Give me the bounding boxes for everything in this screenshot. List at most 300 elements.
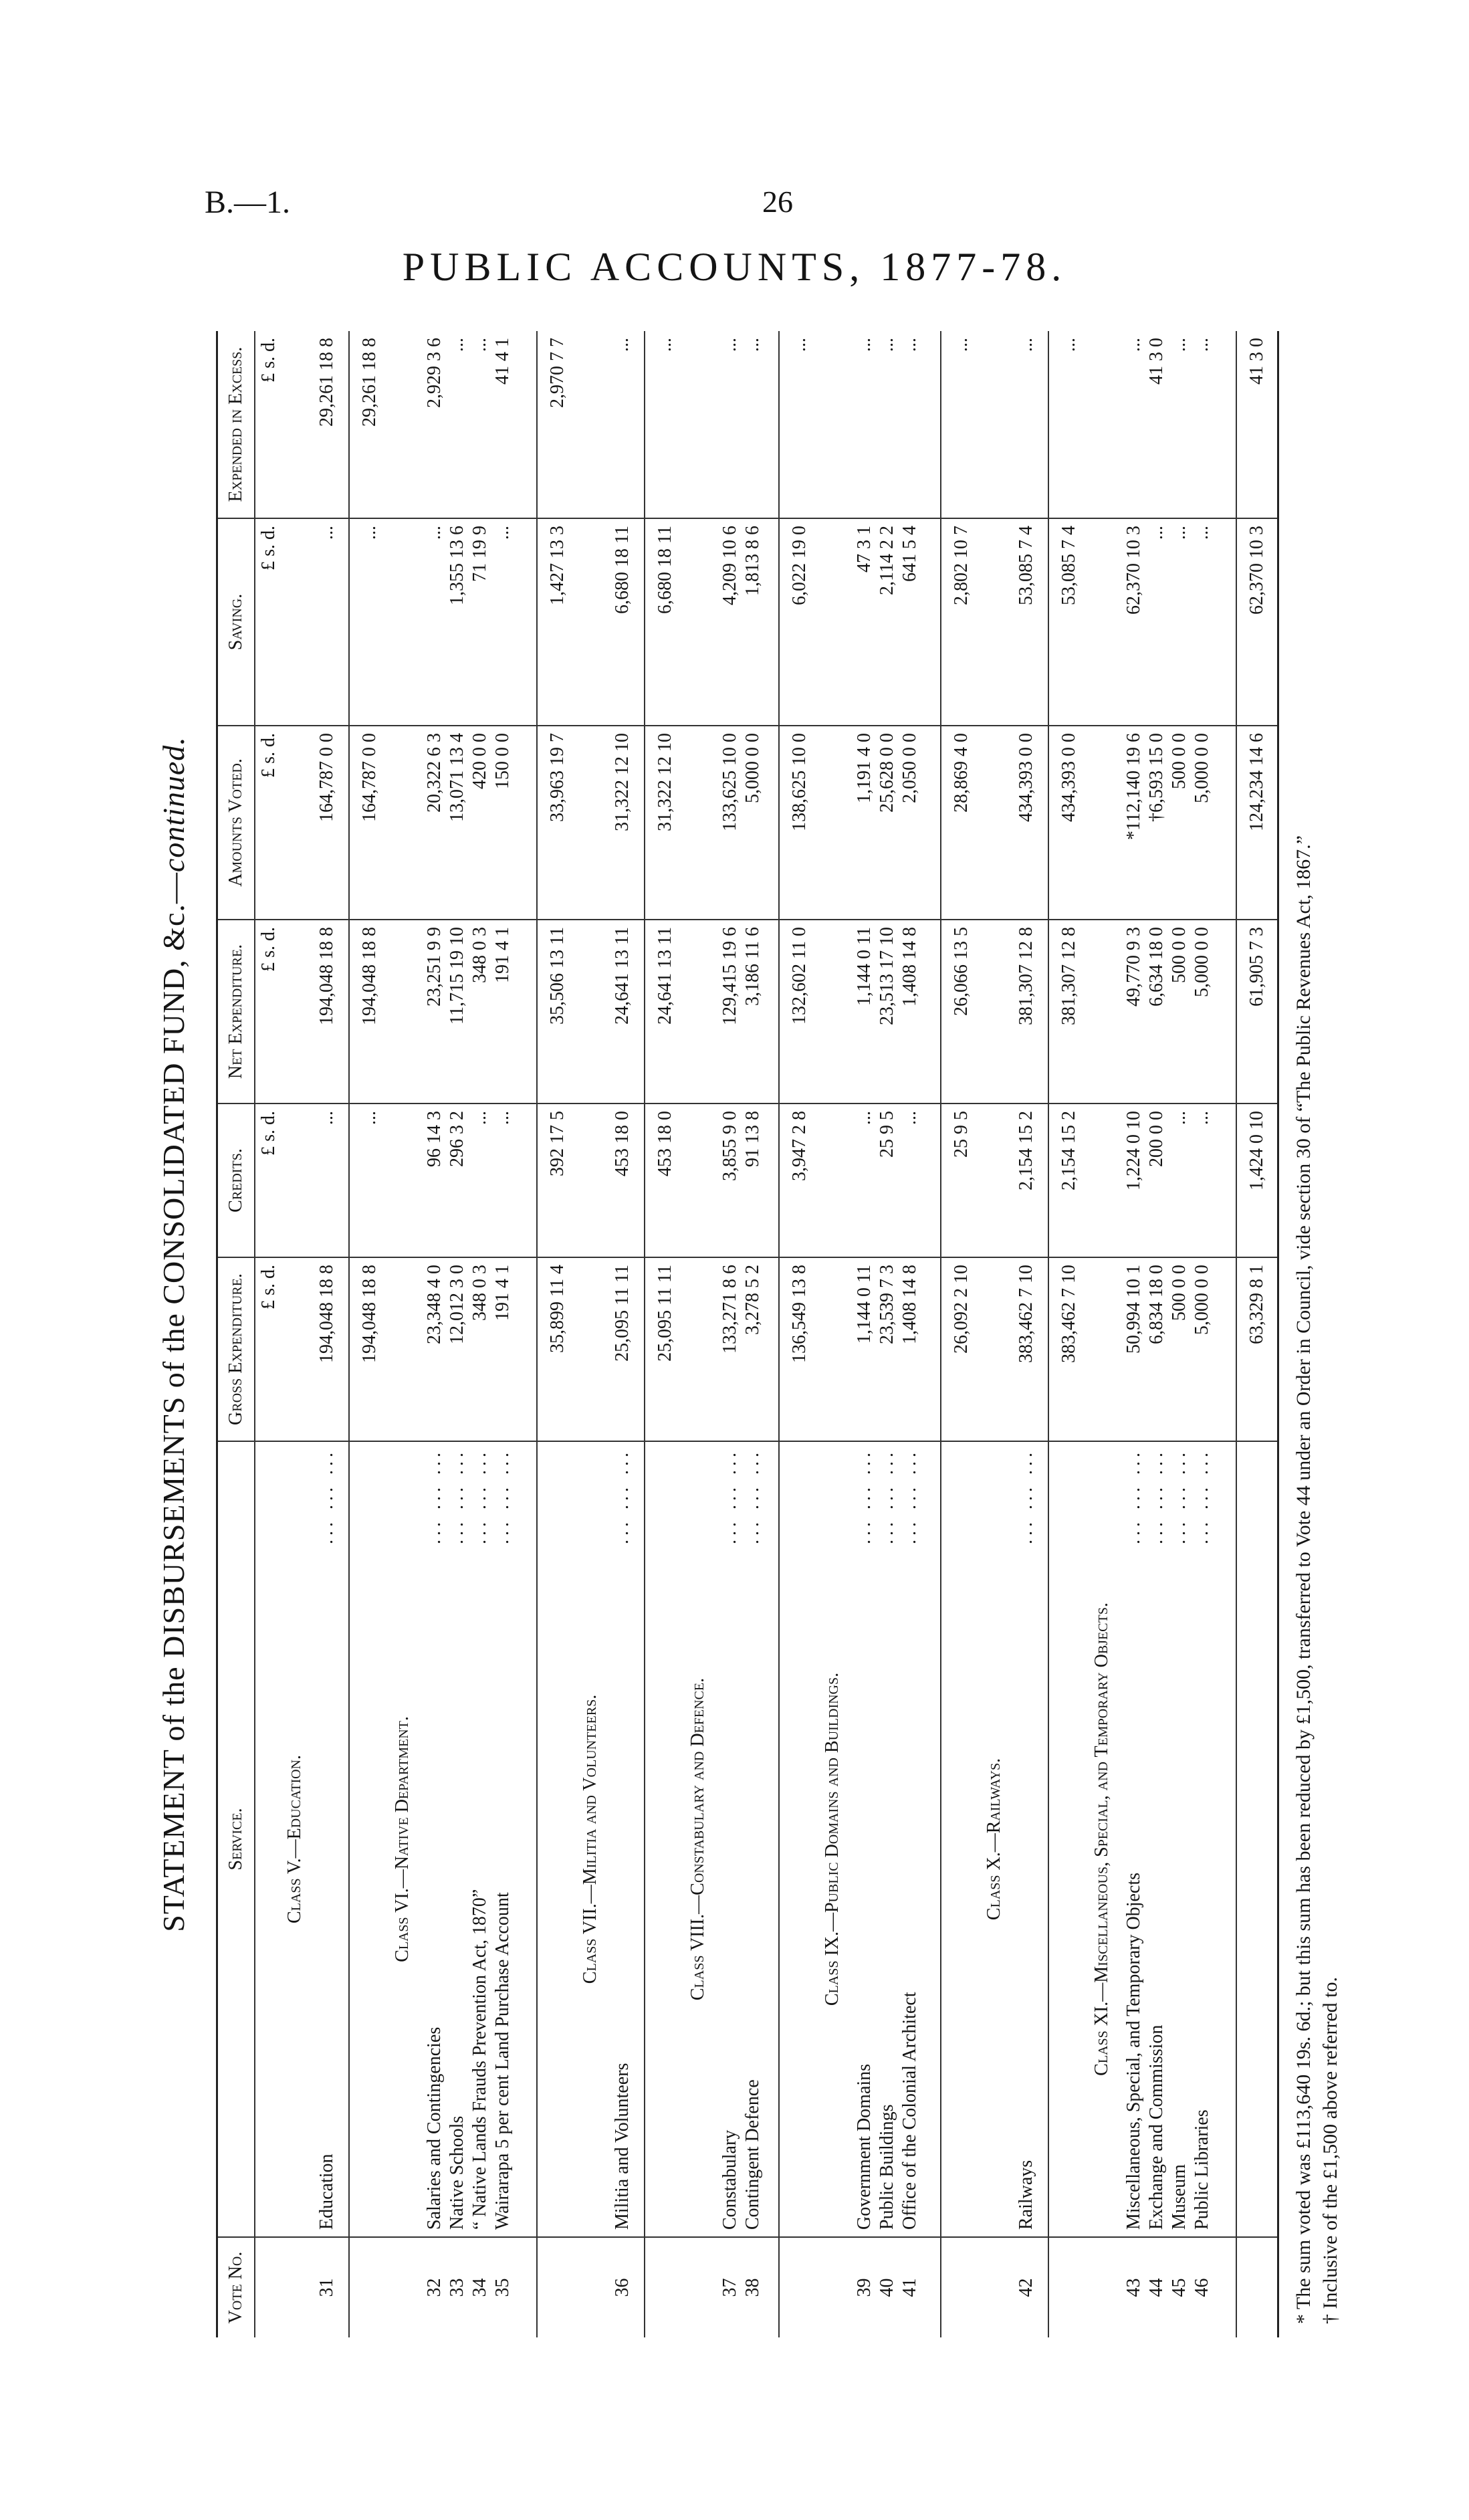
total-saving: 62,370 10 3 (1236, 518, 1278, 726)
service-name: Public Libraries (1191, 2109, 1212, 2230)
heading-spacer (578, 1265, 611, 1434)
voted-value: 5,000 0 0 (1191, 733, 1212, 803)
total-excess: ... (941, 331, 982, 518)
heading-spacer (1089, 733, 1123, 912)
heading-spacer (982, 338, 1015, 511)
excess-value: ... (899, 338, 921, 352)
vote-number: 44 (1145, 2278, 1167, 2297)
gross-value: 194,048 18 8 (316, 1265, 337, 1363)
vote-number-cell (685, 2237, 779, 2337)
excess-cell (1089, 331, 1236, 518)
section-total-row (941, 331, 982, 2337)
gross-cell (685, 1257, 779, 1441)
total-excess: 41 3 0 (1236, 331, 1278, 518)
section-row (578, 331, 645, 2337)
col-net: Net Expenditure. (217, 920, 255, 1104)
total-saving: ... (349, 518, 390, 726)
saving-cell (578, 518, 645, 726)
total-net: 194,048 18 8 (349, 920, 390, 1104)
excess-value: ... (1015, 338, 1036, 352)
heading-spacer (820, 1265, 853, 1434)
leader-dots: ... ... ... (1191, 1449, 1212, 1544)
saving-cell (1089, 518, 1236, 726)
table-body (255, 331, 1278, 2337)
vote-number: 46 (1191, 2278, 1212, 2297)
heading-spacer (390, 733, 423, 912)
gross-value: 3,278 5 2 (742, 1265, 764, 1335)
voted-value: 164,787 0 0 (316, 733, 337, 822)
service-line (1123, 1449, 1145, 2230)
net-cell (685, 920, 779, 1104)
credits-cell (982, 1104, 1048, 1257)
section-row (685, 331, 779, 2337)
service-line (446, 1449, 469, 2230)
total-voted: 138,625 10 0 (779, 726, 820, 920)
total-service-blank (349, 1441, 390, 2237)
gross-value: 12,012 3 0 (446, 1265, 467, 1344)
heading-spacer (820, 927, 853, 1096)
gross-cell (820, 1257, 940, 1441)
heading-spacer (820, 2244, 853, 2331)
heading-spacer (390, 1265, 423, 1434)
service-line (899, 1449, 921, 2230)
voted-cell (578, 726, 645, 920)
vote-number: 39 (854, 2278, 875, 2297)
total-credits: 1,424 0 10 (1236, 1104, 1278, 1257)
total-net: 26,066 13 5 (941, 920, 982, 1104)
total-voted: 33,963 19 7 (537, 726, 578, 920)
heading-spacer (982, 1265, 1015, 1434)
net-value: 1,144 0 11 (854, 927, 875, 1006)
net-cell (578, 920, 645, 1104)
heading-spacer (685, 733, 719, 912)
gross-value: 50,994 10 1 (1123, 1265, 1144, 1354)
footnotes (1290, 344, 1344, 2324)
voted-value: 13,071 13 4 (446, 733, 467, 822)
gross-cell (1089, 1257, 1236, 1441)
credits-value: 296 3 2 (446, 1111, 467, 1167)
total-vote-blank (537, 2237, 578, 2337)
excess-value: 29,261 18 8 (316, 338, 337, 427)
gross-value: 500 0 0 (1168, 1265, 1190, 1321)
saving-value: 53,085 7 4 (1015, 526, 1036, 605)
total-net: 35,506 13 11 (537, 920, 578, 1104)
total-gross: 63,329 8 1 (1236, 1257, 1278, 1441)
credits-value: ... (899, 1111, 921, 1125)
total-voted: 31,322 12 10 (645, 726, 685, 920)
service-cell (390, 1441, 537, 2237)
saving-value: ... (316, 526, 337, 540)
saving-cell (390, 518, 537, 726)
service-name: Contingent Defence (742, 2079, 764, 2230)
excess-value: ... (719, 338, 741, 352)
heading-spacer (1089, 2244, 1123, 2331)
vote-number: 38 (742, 2278, 764, 2297)
service-name: Wairarapa 5 per cent Land Purchase Account (491, 1892, 513, 2230)
excess-value: ... (469, 338, 490, 352)
class-heading: Class XI.—Miscellaneous, Special, and Temporary Objects. (1091, 1602, 1112, 2076)
col-voted: Amounts Voted. (217, 726, 255, 920)
net-value: 5,000 0 0 (1191, 927, 1212, 997)
section-row (820, 331, 940, 2337)
net-value: 348 0 3 (469, 927, 490, 983)
heading-spacer (1089, 1111, 1123, 1250)
total-vote-blank (941, 2237, 982, 2337)
credits-value: 2,154 15 2 (1015, 1111, 1036, 1190)
gross-cell (282, 1257, 349, 1441)
total-vote-blank (779, 2237, 820, 2337)
voted-value: 2,050 0 0 (899, 733, 921, 803)
service-name: Government Domains (854, 2063, 875, 2230)
saving-value: ... (423, 526, 445, 540)
vote-number: 42 (1015, 2278, 1036, 2297)
voted-value: 20,322 6 3 (423, 733, 445, 813)
service-cell (820, 1441, 940, 2237)
total-voted: 434,393 0 0 (1048, 726, 1089, 920)
voted-value: 31,322 12 10 (612, 733, 633, 831)
heading-spacer (685, 1111, 719, 1250)
service-name: “ Native Lands Frauds Prevention Act, 1870” (469, 1889, 490, 2230)
total-net: 61,905 7 3 (1236, 920, 1278, 1104)
disbursements-table (216, 331, 1279, 2337)
vote-number-cell (578, 2237, 645, 2337)
heading-spacer (982, 1111, 1015, 1250)
gross-cell (390, 1257, 537, 1441)
voted-value: 434,393 0 0 (1015, 733, 1036, 822)
col-vote-no: Vote No. (217, 2237, 255, 2337)
leader-dots: ... ... ... (446, 1449, 467, 1544)
saving-value: ... (1168, 526, 1190, 540)
total-credits: ... (349, 1104, 390, 1257)
net-value: 11,715 19 10 (446, 927, 467, 1025)
heading-spacer (820, 733, 853, 912)
heading-spacer (578, 338, 611, 511)
voted-cell (1089, 726, 1236, 920)
heading-spacer (578, 1111, 611, 1250)
heading-spacer (1089, 927, 1123, 1096)
statement-title (137, 331, 211, 2337)
heading-spacer (982, 2244, 1015, 2331)
service-name: Salaries and Contingencies (423, 2026, 445, 2230)
total-service-blank (941, 1441, 982, 2237)
heading-spacer (685, 2244, 719, 2331)
total-service-blank (1048, 1441, 1089, 2237)
total-service-blank (645, 1441, 685, 2237)
class-heading: Class V.—Education. (284, 1755, 305, 1924)
voted-value: †6,593 15 0 (1145, 733, 1167, 822)
total-service-blank (779, 1441, 820, 2237)
section-total-row (537, 331, 578, 2337)
voted-cell (282, 726, 349, 920)
excess-cell (578, 331, 645, 518)
voted-value: 5,000 0 0 (742, 733, 764, 803)
vote-number: 37 (719, 2278, 741, 2297)
section-row (282, 331, 349, 2337)
saving-value: ... (491, 526, 513, 540)
net-cell (982, 920, 1048, 1104)
net-value: 129,415 19 6 (719, 927, 741, 1025)
leader-dots: ... ... ... (877, 1449, 898, 1544)
footnote-1: * The sum voted was £113,640 19s. 6d.; but this sum has been reduced by £1,500, transferred to Vote 44 under an Order in Council, vide section 30 of “The Public Revenues Act, 1867.” (1292, 835, 1315, 2324)
class-heading: Class IX.—Public Domains and Buildings. (822, 1672, 843, 2006)
saving-value: 4,209 10 6 (719, 526, 741, 605)
vote-number: 35 (491, 2278, 513, 2297)
total-excess: ... (645, 331, 685, 518)
gross-value: 383,462 7 10 (1015, 1265, 1036, 1363)
gross-cell (982, 1257, 1048, 1441)
service-name: Exchange and Commission (1145, 2024, 1167, 2230)
total-voted: 124,234 14 6 (1236, 726, 1278, 920)
heading-spacer (578, 733, 611, 912)
total-credits: 2,154 15 2 (1048, 1104, 1089, 1257)
total-gross: 35,899 11 4 (537, 1257, 578, 1441)
net-value: 49,770 9 3 (1123, 927, 1144, 1007)
heading-spacer (282, 526, 316, 718)
service-line (469, 1449, 491, 2230)
credits-cell (578, 1104, 645, 1257)
excess-cell (390, 331, 537, 518)
document-code: B.—1. (205, 185, 291, 220)
gross-value: 6,834 18 0 (1145, 1265, 1167, 1344)
gross-value: 191 4 1 (491, 1265, 513, 1321)
unit-voted: £ s. d. (255, 726, 282, 920)
heading-spacer (282, 338, 316, 511)
total-excess: 2,970 7 7 (537, 331, 578, 518)
total-net: 24,641 13 11 (645, 920, 685, 1104)
saving-cell (282, 518, 349, 726)
heading-spacer (390, 927, 423, 1096)
gross-value: 23,539 7 3 (877, 1265, 898, 1344)
total-vote-blank (645, 2237, 685, 2337)
excess-cell (982, 331, 1048, 518)
saving-value: 1,355 13 6 (446, 526, 467, 605)
credits-value: ... (491, 1111, 513, 1125)
class-heading: Class X.—Railways. (983, 1758, 1004, 1921)
vote-number-cell (820, 2237, 940, 2337)
net-value: 3,186 11 6 (742, 927, 764, 1006)
heading-spacer (685, 338, 719, 511)
saving-cell (820, 518, 940, 726)
net-value: 23,251 9 9 (423, 927, 445, 1007)
excess-value: 41 3 0 (1145, 338, 1167, 385)
excess-value: ... (1191, 338, 1212, 352)
service-name: Museum (1168, 2164, 1190, 2230)
service-line (853, 1449, 876, 2230)
leader-dots: ... ... ... (1168, 1449, 1190, 1544)
total-voted: 164,787 0 0 (349, 726, 390, 920)
vote-number-cell (390, 2237, 537, 2337)
saving-value: 62,370 10 3 (1123, 526, 1144, 615)
service-cell (982, 1441, 1048, 2237)
total-gross: 194,048 18 8 (349, 1257, 390, 1441)
heading-spacer (282, 1111, 316, 1250)
gross-value: 23,348 4 0 (423, 1265, 445, 1344)
section-total-row (349, 331, 390, 2337)
vote-number: 41 (899, 2278, 921, 2297)
saving-value: 6,680 18 11 (612, 526, 633, 614)
excess-value: 41 4 1 (491, 338, 513, 385)
total-excess: 29,261 18 8 (349, 331, 390, 518)
heading-spacer (1089, 338, 1123, 511)
voted-value: 133,625 10 0 (719, 733, 741, 831)
heading-spacer (685, 927, 719, 1096)
service-name: Militia and Volunteers (612, 2063, 633, 2230)
net-value: 6,634 18 0 (1145, 927, 1167, 1007)
statement-title-text: STATEMENT of the DISBURSEMENTS of the CONSOLIDATED FUND, &c.— (156, 872, 191, 1932)
heading-spacer (578, 2244, 611, 2331)
service-line (1191, 1449, 1214, 2230)
leader-dots: ... ... ... (899, 1449, 921, 1544)
service-name: Public Buildings (877, 2104, 898, 2230)
vote-number-cell (982, 2237, 1048, 2337)
footnote-2: † Inclusive of the £1,500 above referred to. (1319, 1977, 1341, 2324)
statement-title-continued: continued. (156, 736, 191, 873)
gross-cell (578, 1257, 645, 1441)
voted-cell (390, 726, 537, 920)
service-name: Miscellaneous, Special, and Temporary Objects (1123, 1872, 1144, 2230)
total-vote-blank (1048, 2237, 1089, 2337)
saving-value: 47 3 1 (854, 526, 875, 572)
heading-spacer (820, 526, 853, 718)
credits-cell (390, 1104, 537, 1257)
heading-spacer (578, 927, 611, 1096)
service-name: Education (316, 2154, 337, 2230)
excess-value: ... (1123, 338, 1144, 352)
excess-cell (685, 331, 779, 518)
credits-value: 453 18 0 (612, 1111, 633, 1176)
voted-value: 1,191 4 0 (854, 733, 875, 803)
heading-spacer (685, 1265, 719, 1434)
total-excess: ... (1048, 331, 1089, 518)
vote-number: 36 (612, 2278, 633, 2297)
gross-value: 1,408 14 8 (899, 1265, 921, 1344)
heading-spacer (685, 526, 719, 718)
unit-excess: £ s. d. (255, 331, 282, 518)
voted-value: 150 0 0 (491, 733, 513, 789)
credits-value: 25 9 5 (877, 1111, 898, 1158)
credits-cell (1089, 1104, 1236, 1257)
service-line (316, 1449, 338, 2230)
excess-value: ... (854, 338, 875, 352)
credits-value: ... (854, 1111, 875, 1125)
rotated-statement (137, 331, 1381, 2337)
section-row (1089, 331, 1236, 2337)
vote-number: 34 (469, 2278, 490, 2297)
leader-dots: ... ... ... (1015, 1449, 1036, 1544)
heading-spacer (282, 927, 316, 1096)
total-gross: 25,095 11 11 (645, 1257, 685, 1441)
service-name: Office of the Colonial Architect (899, 1992, 921, 2230)
leader-dots: ... ... ... (1123, 1449, 1144, 1544)
voted-value: 25,628 0 0 (877, 733, 898, 813)
total-net: 381,307 12 8 (1048, 920, 1089, 1104)
excess-cell (282, 331, 349, 518)
total-net: 132,602 11 0 (779, 920, 820, 1104)
col-saving: Saving. (217, 518, 255, 726)
service-line (611, 1449, 634, 2230)
vote-number: 33 (446, 2278, 467, 2297)
heading-spacer (390, 2244, 423, 2331)
total-service-blank (1236, 1441, 1278, 2237)
class-heading: Class VI.—Native Department. (391, 1716, 413, 1962)
credits-value: 1,224 0 10 (1123, 1111, 1144, 1190)
service-name: Constabulary (719, 2129, 741, 2230)
gross-value: 133,271 8 6 (719, 1265, 741, 1354)
net-value: 191 4 1 (491, 927, 513, 983)
net-cell (390, 920, 537, 1104)
net-value: 500 0 0 (1168, 927, 1190, 983)
credits-value: 200 0 0 (1145, 1111, 1167, 1167)
vote-number: 45 (1168, 2278, 1190, 2297)
net-cell (1089, 920, 1236, 1104)
heading-spacer (1089, 526, 1123, 718)
net-value: 381,307 12 8 (1015, 927, 1036, 1025)
total-vote-blank (349, 2237, 390, 2337)
service-line (423, 1449, 446, 2230)
heading-spacer (390, 1111, 423, 1250)
total-credits: 453 18 0 (645, 1104, 685, 1257)
excess-cell (820, 331, 940, 518)
service-line (719, 1449, 742, 2230)
heading-spacer (820, 1111, 853, 1250)
net-value: 24,641 13 11 (612, 927, 633, 1025)
gross-value: 348 0 3 (469, 1265, 490, 1321)
vote-number-cell (282, 2237, 349, 2337)
total-credits: 392 17 5 (537, 1104, 578, 1257)
service-line (1168, 1449, 1191, 2230)
heading-spacer (982, 927, 1015, 1096)
saving-cell (982, 518, 1048, 726)
class-heading: Class VIII.—Constabulary and Defence. (687, 1677, 709, 2001)
leader-dots: ... ... ... (742, 1449, 764, 1544)
heading-spacer (282, 733, 316, 912)
total-gross: 383,462 7 10 (1048, 1257, 1089, 1441)
saving-value: 71 19 9 (469, 526, 490, 582)
total-saving: 2,802 10 7 (941, 518, 982, 726)
saving-cell (685, 518, 779, 726)
saving-value: ... (1145, 526, 1167, 540)
net-value: 1,408 14 8 (899, 927, 921, 1007)
section-row (982, 331, 1048, 2337)
vote-number: 43 (1123, 2278, 1144, 2297)
excess-value: ... (612, 338, 633, 352)
leader-dots: ... ... ... (719, 1449, 741, 1544)
unit-row (255, 331, 282, 2337)
unit-saving: £ s. d. (255, 518, 282, 726)
heading-spacer (282, 1265, 316, 1434)
credits-value: ... (1191, 1111, 1212, 1125)
vote-number-cell (1089, 2237, 1236, 2337)
service-line (491, 1449, 514, 2230)
voted-cell (982, 726, 1048, 920)
service-cell (1089, 1441, 1236, 2237)
voted-value: 420 0 0 (469, 733, 490, 789)
total-saving: 53,085 7 4 (1048, 518, 1089, 726)
credits-value: 96 14 3 (423, 1111, 445, 1167)
leader-dots: ... ... ... (854, 1449, 875, 1544)
total-gross: 136,549 13 8 (779, 1257, 820, 1441)
credits-cell (685, 1104, 779, 1257)
total-credits: 3,947 2 8 (779, 1104, 820, 1257)
total-excess: ... (779, 331, 820, 518)
credits-cell (282, 1104, 349, 1257)
saving-value: ... (1191, 526, 1212, 540)
heading-spacer (390, 526, 423, 718)
heading-spacer (820, 338, 853, 511)
page-title: PUBLIC ACCOUNTS, 1877-78. (402, 245, 1067, 289)
excess-value: ... (742, 338, 764, 352)
vote-number: 32 (423, 2278, 445, 2297)
